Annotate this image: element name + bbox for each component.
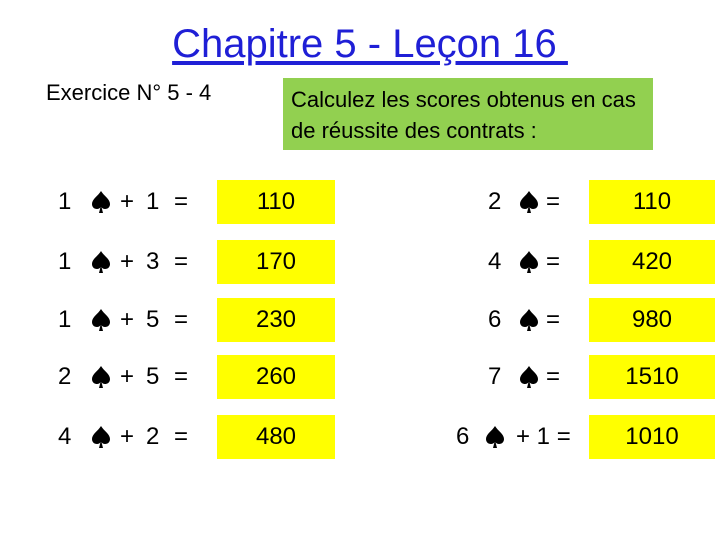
equals-sign: = xyxy=(546,363,561,390)
level-number: 2 xyxy=(58,363,72,390)
score-answer: 230 xyxy=(217,298,335,342)
left-row-4 xyxy=(0,355,380,399)
equals-sign: = xyxy=(546,188,561,215)
level-number: 4 xyxy=(488,248,502,275)
equals-sign: = xyxy=(174,248,189,275)
score-answer: 480 xyxy=(217,415,335,459)
equals-sign: = xyxy=(546,306,561,333)
spade-icon xyxy=(90,190,112,214)
spade-icon xyxy=(90,425,112,449)
extra-tricks: 2 xyxy=(146,423,160,450)
level-number: 1 xyxy=(58,306,72,333)
score-answer: 1510 xyxy=(589,355,715,399)
left-row-2 xyxy=(0,240,380,284)
level-number: 7 xyxy=(488,363,502,390)
page-title: Chapitre 5 - Leçon 16 xyxy=(172,22,568,66)
score-answer: 1010 xyxy=(589,415,715,459)
right-row-2 xyxy=(380,240,720,284)
level-number: 6 xyxy=(488,306,502,333)
level-number: 4 xyxy=(58,423,72,450)
spade-icon xyxy=(90,308,112,332)
plus-sign: + xyxy=(120,188,135,215)
extra-tricks: 1 xyxy=(146,188,160,215)
level-number: 6 xyxy=(456,423,470,450)
extra-tricks: 5 xyxy=(146,363,160,390)
equals-sign: = xyxy=(546,248,561,275)
spade-icon xyxy=(518,250,540,274)
plus-sign: + xyxy=(120,363,135,390)
equals-sign: = xyxy=(174,306,189,333)
score-answer: 980 xyxy=(589,298,715,342)
spade-icon xyxy=(518,365,540,389)
extra-tricks: 3 xyxy=(146,248,160,275)
plus-one-equals: + 1 = xyxy=(516,423,571,450)
score-answer: 420 xyxy=(589,240,715,284)
spade-icon xyxy=(90,250,112,274)
level-number: 2 xyxy=(488,188,502,215)
level-number: 1 xyxy=(58,188,72,215)
spade-icon xyxy=(484,425,506,449)
right-row-3 xyxy=(380,298,720,342)
equals-sign: = xyxy=(174,188,189,215)
left-row-5 xyxy=(0,415,380,459)
equals-sign: = xyxy=(174,363,189,390)
instruction-box: Calculez les scores obtenus en cas de réussite des contrats : xyxy=(283,78,653,150)
plus-sign: + xyxy=(120,248,135,275)
score-answer: 110 xyxy=(589,180,715,224)
spade-icon xyxy=(518,190,540,214)
right-row-5 xyxy=(380,415,720,459)
plus-sign: + xyxy=(120,423,135,450)
score-answer: 260 xyxy=(217,355,335,399)
right-row-1 xyxy=(380,180,720,224)
extra-tricks: 5 xyxy=(146,306,160,333)
spade-icon xyxy=(518,308,540,332)
left-row-3 xyxy=(0,298,380,342)
level-number: 1 xyxy=(58,248,72,275)
score-answer: 110 xyxy=(217,180,335,224)
exercise-label: Exercice N° 5 - 4 xyxy=(46,80,212,105)
equals-sign: = xyxy=(174,423,189,450)
score-answer: 170 xyxy=(217,240,335,284)
plus-sign: + xyxy=(120,306,135,333)
left-row-1 xyxy=(0,180,380,224)
spade-icon xyxy=(90,365,112,389)
right-row-4 xyxy=(380,355,720,399)
